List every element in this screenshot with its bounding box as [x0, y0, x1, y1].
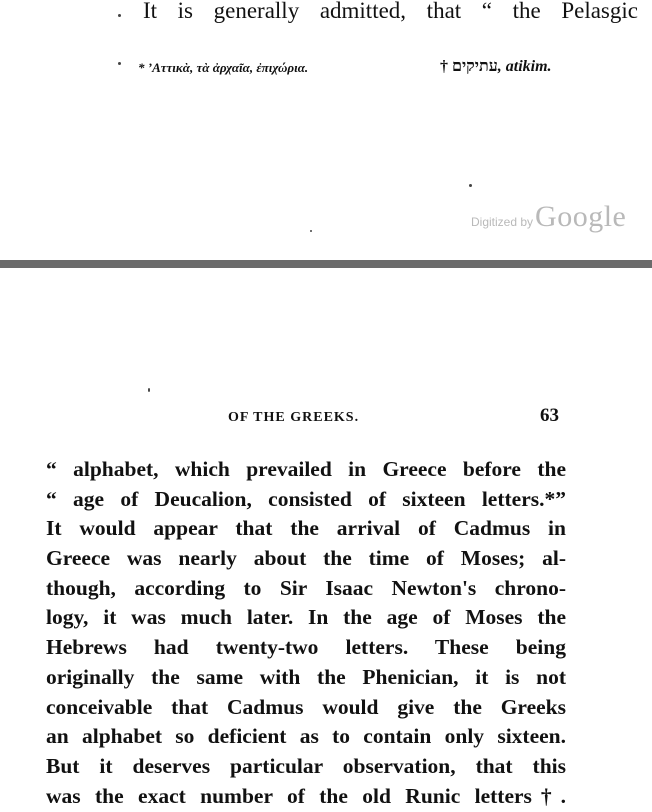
body-line: Hebrews had twenty-two letters. These being: [46, 635, 566, 660]
body-line: “ age of Deucalion, consisted of sixteen letters.*”: [46, 486, 566, 511]
scan-speck: [148, 388, 150, 392]
body-line: originally the same with the Phenician, it is not: [46, 664, 566, 689]
footnote-greek: * ’Αττικὰ, τὰ ἀρχαῖα, ἐπιχώρια.: [138, 60, 309, 75]
body-line: was the exact number of the old Runic letters†.: [46, 783, 566, 808]
scan-speck: [118, 14, 121, 17]
watermark-prefix: Digitized by: [471, 215, 534, 229]
scan-speck: [118, 62, 121, 65]
footnote-latin-word: , atikim.: [497, 58, 552, 75]
page-number: 63: [540, 405, 559, 426]
page-divider: [0, 260, 652, 268]
body-line: logy, it was much later. In the age of Moses the: [46, 605, 566, 630]
previous-page-footnotes: [138, 60, 598, 84]
body-text: [46, 455, 566, 811]
body-line: though, according to Sir Isaac Newton's chrono-: [46, 575, 566, 600]
google-logo: Google: [535, 200, 627, 233]
footnote-hebrew: [440, 58, 552, 76]
previous-page-last-line: It is generally admitted, that “ the Pelasgic: [143, 0, 638, 23]
footnote-dagger-marker: †: [440, 58, 448, 75]
body-line: But it deserves particular observation, that this: [46, 753, 566, 778]
body-line: Greece was nearly about the time of Moses; al-: [46, 546, 566, 571]
footnote-hebrew-word: עתיקים: [452, 58, 498, 75]
body-line: an alphabet so deficient as to contain only sixteen.: [46, 724, 566, 749]
running-head: OF THE GREEKS.: [228, 410, 360, 425]
scan-speck: [469, 184, 472, 187]
body-line: conceivable that Cadmus would give the Greeks: [46, 694, 566, 719]
body-line: “ alphabet, which prevailed in Greece before the: [46, 457, 566, 481]
body-line: It would appear that the arrival of Cadmus in: [46, 516, 566, 541]
scan-speck: [310, 230, 312, 232]
google-watermark: [471, 200, 626, 240]
